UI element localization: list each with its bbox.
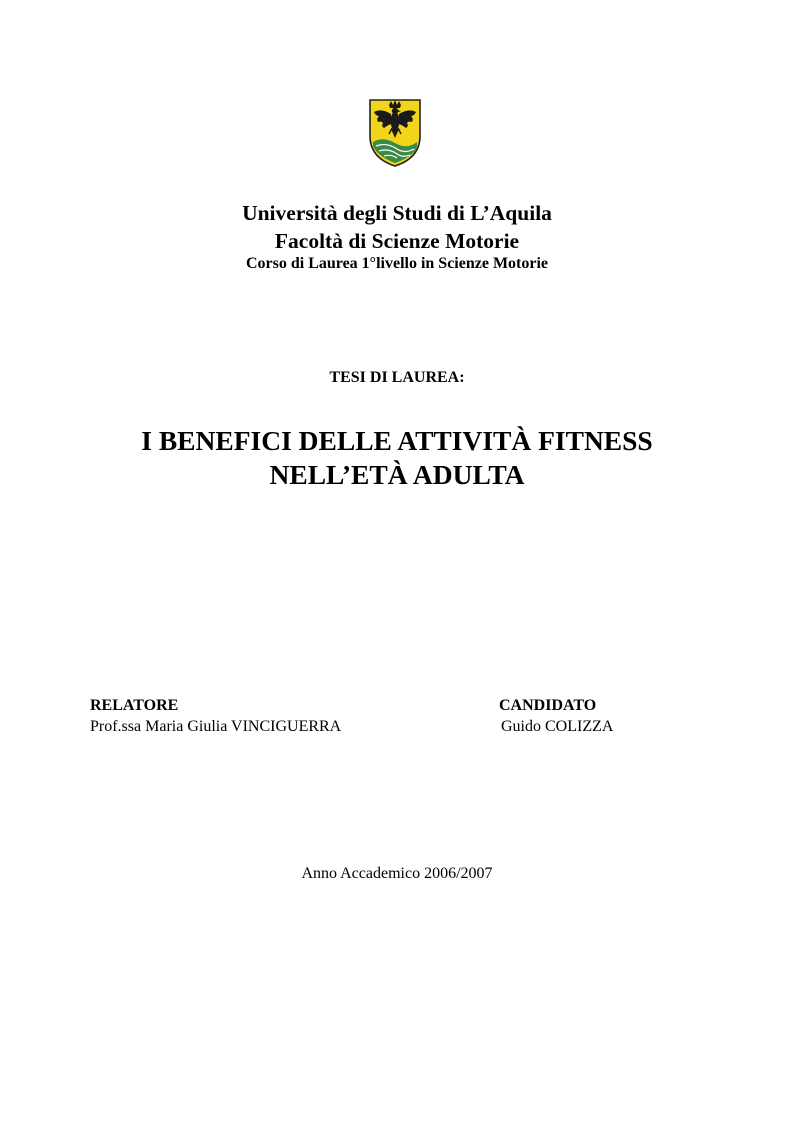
university-name: Università degli Studi di L’Aquila <box>242 201 552 225</box>
faculty-name: Facoltà di Scienze Motorie <box>274 229 520 253</box>
university-crest-icon <box>367 96 423 168</box>
candidato-heading: CANDIDATO <box>499 697 597 714</box>
thesis-label: TESI DI LAUREA: <box>329 369 465 386</box>
relatore-heading: RELATORE <box>90 697 179 714</box>
course-name: Corso di Laurea 1°livello in Scienze Motorie <box>245 255 549 272</box>
candidato-name: Guido COLIZZA <box>501 718 614 735</box>
relatore-name: Prof.ssa Maria Giulia VINCIGUERRA <box>90 718 342 735</box>
academic-year: Anno Accademico 2006/2007 <box>301 865 493 882</box>
thesis-title-line-2: NELL’ETÀ ADULTA <box>269 459 525 490</box>
thesis-title-line-1: I BENEFICI DELLE ATTIVITÀ FITNESS <box>141 425 653 456</box>
